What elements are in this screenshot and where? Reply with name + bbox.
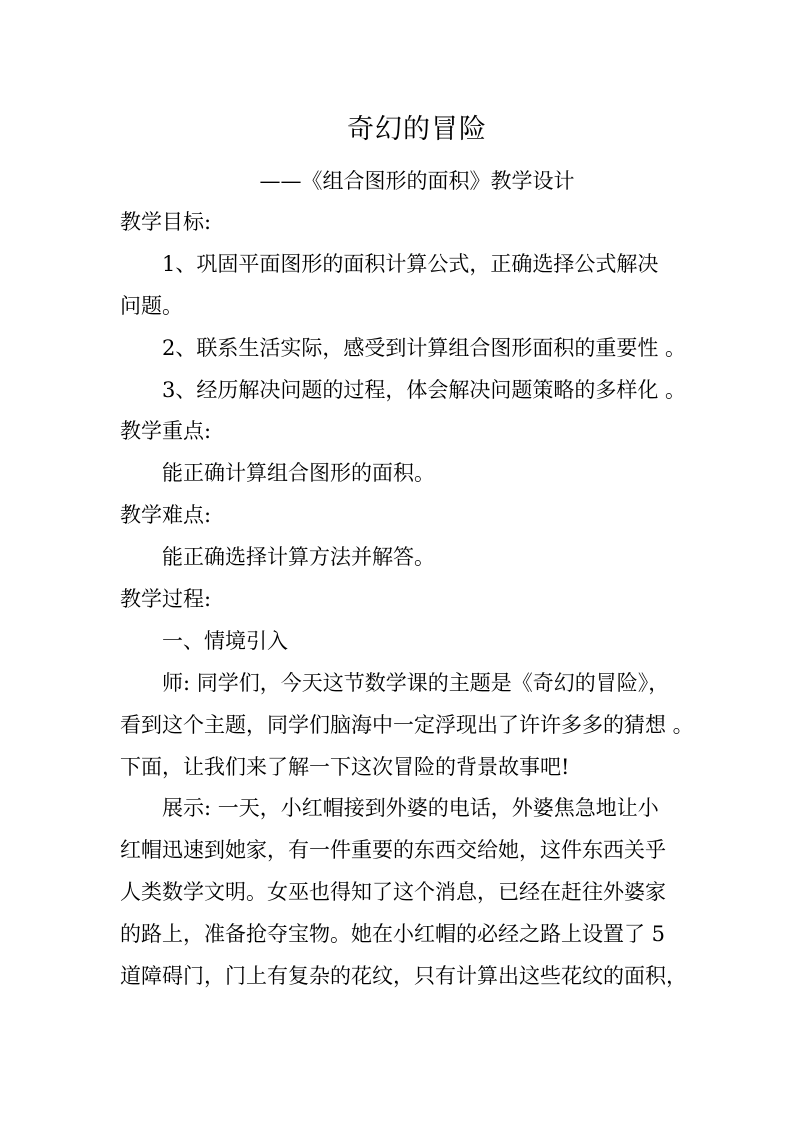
paragraph-story-line-1: 展示: 一天，小红帽接到外婆的电话，外婆焦急地让小	[162, 796, 659, 821]
heading-key-points: 教学重点:	[120, 419, 212, 444]
difficulty-text: 能正确选择计算方法并解答。	[162, 545, 435, 570]
goal-2: 2、联系生活实际，感受到计算组合图形面积的重要性 。	[162, 335, 687, 360]
goal-3: 3、经历解决问题的过程，体会解决问题策略的多样化 。	[162, 377, 687, 402]
document-title: 奇幻的冒险	[347, 114, 487, 145]
paragraph-story-line-2: 红帽迅速到她家，有一件重要的东西交给她，这件东西关乎	[120, 838, 666, 863]
paragraph-teacher-line-1: 师: 同学们，今天这节数学课的主题是《奇幻的冒险》，	[162, 670, 670, 695]
paragraph-teacher-line-3: 下面，让我们来了解一下这次冒险的背景故事吧!	[120, 754, 570, 779]
heading-difficulties: 教学难点:	[120, 503, 212, 528]
key-point-text: 能正确计算组合图形的面积。	[162, 461, 435, 486]
heading-teaching-goals: 教学目标:	[120, 210, 212, 234]
paragraph-story-line-4: 的路上，准备抢夺宝物。她在小红帽的必经之路上设置了 5	[120, 922, 666, 947]
document-body	[120, 202, 694, 998]
goal-1-line-1: 1、巩固平面图形的面积计算公式，正确选择公式解决	[162, 251, 659, 276]
section-intro-heading: 一、情境引入	[162, 628, 288, 653]
goal-1-line-2: 问题。	[120, 293, 183, 318]
heading-process: 教学过程:	[120, 587, 212, 612]
paragraph-story-line-5: 道障碍门，门上有复杂的花纹，只有计算出这些花纹的面积，	[120, 964, 687, 989]
paragraph-teacher-line-2: 看到这个主题，同学们脑海中一定浮现出了许许多多的猜想 。	[120, 712, 694, 737]
document-subtitle: ——《组合图形的面积》教学设计	[259, 169, 575, 193]
paragraph-story-line-3: 人类数学文明。女巫也得知了这个消息，已经在赶往外婆家	[120, 880, 666, 905]
